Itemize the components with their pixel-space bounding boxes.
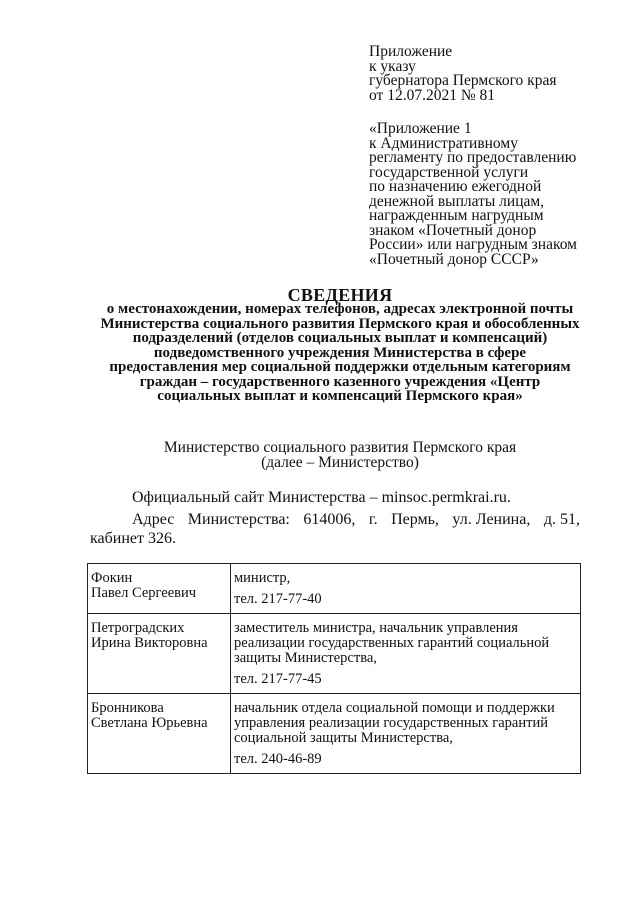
appendix-1-line: денежной выплаты лицам, [369,192,545,210]
address-word: ул. Ленина, [452,511,531,528]
table-row [88,614,581,694]
contact-details-cell [231,614,581,694]
subtitle-line: социальных выплат и компенсаций Пермского края» [157,388,523,404]
subtitle-line: о местонахождении, номерах телефонов, адресах электронной почты [106,301,574,317]
contact-surname: Петроградских [91,620,185,636]
contact-position: министр, [234,570,291,586]
contacts-table [87,563,581,774]
contact-phone: тел. 217-77-45 [234,671,322,687]
appendix-line: Приложение [369,43,453,60]
address-word: Министерства: [187,511,290,528]
contact-details-cell [231,694,581,774]
appendix-1-line: знаком «Почетный донор [369,221,537,239]
contact-name-cell [88,564,231,614]
appendix-reference [369,45,619,103]
address-word: Пермь, [391,511,439,528]
appendix-1-line: к Административному [369,134,518,152]
appendix-line: к указу [369,57,416,75]
contact-given-name: Светлана Юрьевна [91,715,208,731]
ministry-abbreviation: (далее – Министерство) [261,454,419,471]
contact-given-name: Ирина Викторовна [91,635,208,651]
subtitle-line: Министерства социального развития Пермского края и обособленных [100,315,580,332]
address-second-line: кабинет 326. [90,530,176,547]
address-word: д. 51, [543,511,580,528]
appendix-1-line: по назначению ежегодной [369,178,542,195]
appendix-1-line: регламенту по предоставлению [369,149,577,166]
contact-phone: тел. 217-77-40 [234,591,322,607]
appendix-1-line: награжденным нагрудным [369,207,544,224]
contact-surname: Фокин [91,570,133,586]
ministry-address [90,510,580,548]
document-title: СВЕДЕНИЯ [287,285,393,305]
subtitle-line: подразделений (отделов социальных выплат и компенсаций) [132,330,548,346]
contact-name-cell [88,694,231,774]
subtitle-line: граждан – государственного казенного учреждения «Центр [139,373,541,390]
address-first-line [90,510,580,529]
ministry-name: Министерство социального развития Пермского края [163,439,517,456]
appendix-1-reference [369,122,619,267]
appendix-1-line: России» или нагрудным знаком [369,236,577,253]
subtitle-line: подведомственного учреждения Министерства в сфере [153,344,527,361]
address-word: Адрес [132,511,175,528]
contact-position: заместитель министра, начальник управления реализации государственных гарантий социальной защиты Министерства, [234,620,550,666]
appendix-line: от 12.07.2021 № 81 [369,86,495,104]
table-row [88,694,581,774]
appendix-1-line: «Почетный донор СССР» [369,250,539,268]
contact-position: начальник отдела социальной помощи и поддержки управления реализации государственных гарантий социальной защиты Министерства, [234,700,555,746]
subtitle-line: предоставления мер социальной поддержки отдельным категориям [109,359,571,375]
contact-surname: Бронникова [91,700,164,716]
table-row [88,564,581,614]
contact-name-cell [88,614,231,694]
appendix-1-line: «Приложение 1 [369,120,472,137]
official-site-line: Официальный сайт Министерства – minsoc.permkrai.ru. [132,489,511,506]
contact-phone: тел. 240-46-89 [234,751,322,767]
document-subtitle [60,302,620,404]
address-word: г. [368,511,378,528]
address-word: 614006, [303,511,356,528]
appendix-1-line: государственной услуги [369,163,529,181]
appendix-line: губернатора Пермского края [369,72,557,89]
ministry-heading [90,440,590,470]
contact-given-name: Павел Сергеевич [91,585,197,601]
contact-details-cell [231,564,581,614]
